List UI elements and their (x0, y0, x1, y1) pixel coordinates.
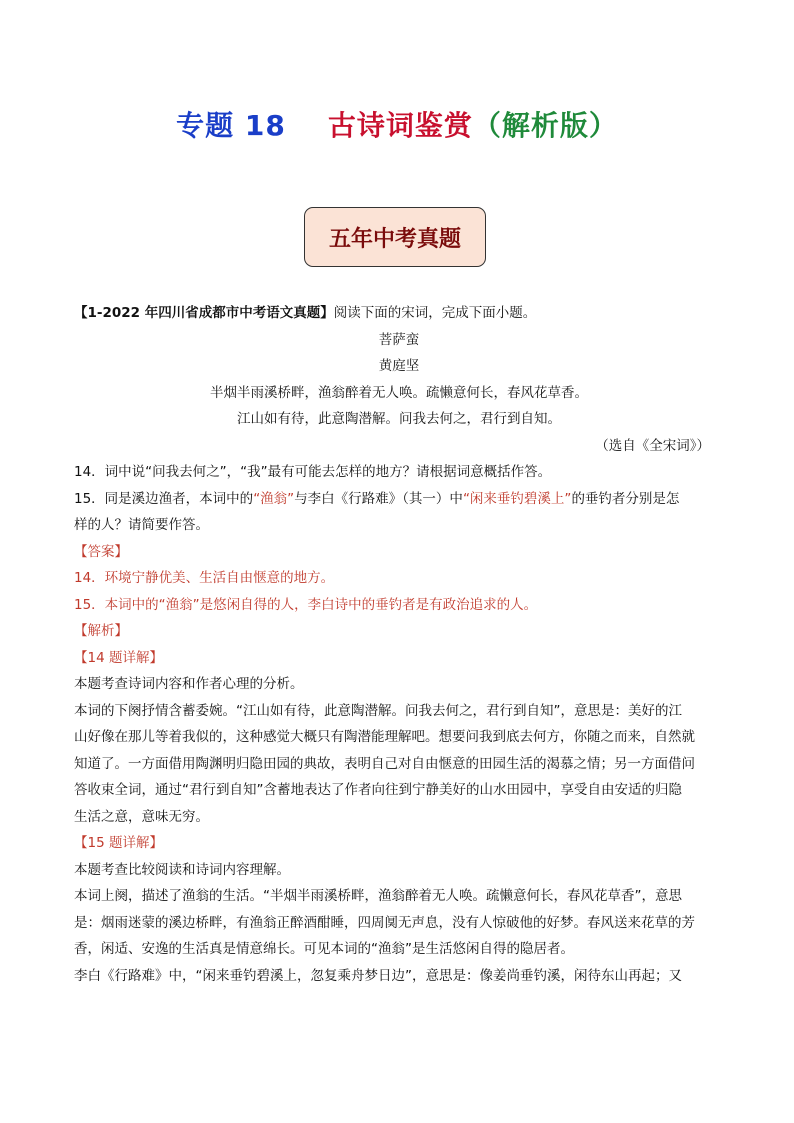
answer-14: 14．环境宁静优美、生活自由惬意的地方。 (74, 570, 335, 586)
detail-15-line: 本词上阕，描述了渔翁的生活。“半烟半雨溪桥畔，渔翁醉着无人唤。疏懒意何长，春风花草香”，意思 (74, 888, 682, 904)
detail-14-line: 山好像在那儿等着我似的，这种感觉大概只有陶潜能理解吧。想要问我到底去何方，你随之而来，自然就 (74, 729, 695, 745)
page-title (0, 104, 794, 144)
question-source-tag: 【1-2022 年四川省成都市中考语文真题】 (74, 305, 334, 321)
detail-14-intro: 本题考查诗词内容和作者心理的分析。 (74, 676, 304, 692)
detail-14-line: 生活之意，意味无穷。 (74, 808, 209, 825)
question-15-cont: 样的人？请简要作答。 (74, 517, 209, 533)
poem-title: 菩萨蛮 (378, 331, 420, 348)
question-15-highlight-fisherman: “渔翁” (253, 490, 295, 507)
detail-15-line: 是：烟雨迷蒙的溪边桥畔，有渔翁正醉酒酣睡，四周阒无声息，没有人惊破他的好梦。春风送来花草的芳 (74, 914, 695, 931)
detail-15-intro: 本题考查比较阅读和诗词内容理解。 (74, 861, 290, 878)
document-body (74, 300, 724, 989)
detail-15-label: 【15 题详解】 (74, 835, 163, 851)
detail-15-line: 香，闲适、安逸的生活真是情意绵长。可见本词的“渔翁”是生活悠闲自得的隐居者。 (74, 941, 574, 957)
section-label-box: 五年中考真题 (304, 207, 486, 267)
detail-15-line: 李白《行路难》中，“闲来垂钓碧溪上，忽复乘舟梦日边”，意思是：像姜尚垂钓溪，闲待东山再起；又 (74, 967, 682, 984)
analysis-label: 【解析】 (74, 623, 128, 639)
title-topic-number: 专题 18 (176, 109, 286, 142)
answer-15: 15．本词中的“渔翁”是悠闲自得的人，李白诗中的垂钓者是有政治追求的人。 (74, 596, 538, 613)
detail-14-line: 知道了。一方面借用陶渊明归隐田园的典故，表明自己对自由惬意的田园生活的渴慕之情；另一方面借问 (74, 755, 695, 772)
question-15: 15．同是溪边渔者，本词中的“渔翁”与李白《行路难》（其一）中“闲来垂钓碧溪上”的垂钓者分别是怎 (74, 490, 680, 507)
question-intro (74, 300, 724, 327)
answer-label: 【答案】 (74, 543, 128, 560)
title-version: （解析版） (472, 109, 618, 142)
poem-line-1: 半烟半雨溪桥畔，渔翁醉着无人唤。疏懒意何长，春风花草香。 (210, 384, 588, 401)
question-15-highlight-quote: “闲来垂钓碧溪上” (462, 490, 572, 507)
poem-line-2: 江山如有待，此意陶潜解。问我去何之，君行到自知。 (237, 411, 561, 427)
question-14: 14．词中说“问我去何之”，“我”最有可能去怎样的地方？请根据词意概括作答。 (74, 464, 552, 480)
detail-14-label: 【14 题详解】 (74, 649, 163, 666)
poem-author: 黄庭坚 (378, 358, 420, 374)
poem-source: （选自《全宋词》） (595, 437, 710, 454)
question-instruction: 阅读下面的宋词，完成下面小题。 (333, 305, 537, 321)
detail-14-line: 本词的下阕抒情含蓄委婉。“江山如有待，此意陶潜解。问我去何之，君行到自知”，意思是：美好的江 (74, 702, 682, 719)
detail-14-line: 答收束全词，通过“君行到自知”含蓄地表达了作者向往到宁静美好的山水田园中，享受自由安适的归隐 (74, 782, 682, 798)
title-topic-name: 古诗词鉴赏 (327, 109, 473, 142)
